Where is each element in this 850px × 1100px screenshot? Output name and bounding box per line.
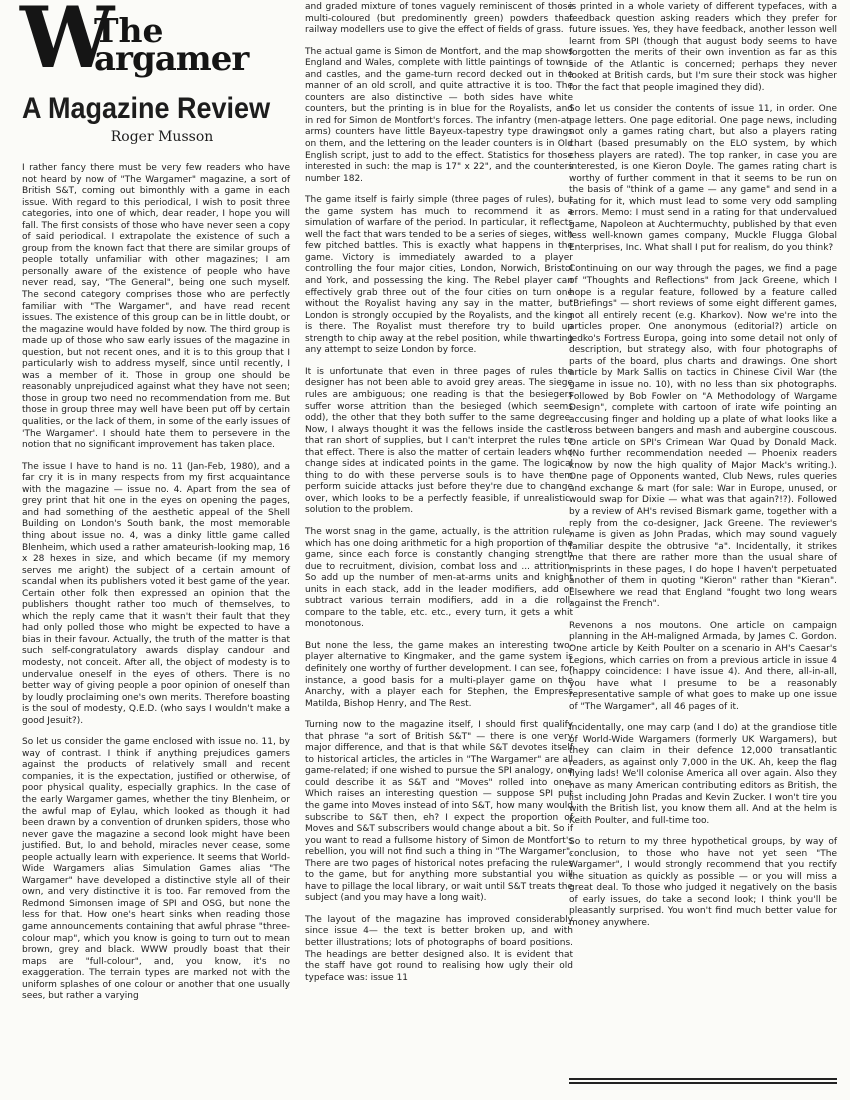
paragraph: The actual game is Simon de Montfort, and the map shows England and Wales, complete with little paintings of towns and castles, and the game-turn record decked out in the manner of an old scroll, and quite attractive it is too. The counters are also distinctive — both sides have white counters, but the printing is in blue for the Royalists, and in red for Simon de Montfort's forces. The infantry (men-at-arms) counters have little Bayeux-tapestry type drawings on them, and the lettering on the leader counters is in Old English script, just to add to the effect. Statistics for those interested in such: the map is 17" x 22", and the counters number 182. [305, 46, 573, 184]
paragraph: is printed in a whole variety of different typefaces, with a feedback question asking readers which they prefer for future issues. Yes, they have feedback, another lesson well learnt from SPI (though that august body seems to have forgotten the merits of their own invention as far as this side of the Atlantic is concerned; perhaps they never looked at British cards, but I'm sure their stock was higher for the fact that people imagined they did). [569, 2, 837, 93]
masthead-initial: W [20, 0, 111, 87]
paragraph: The game itself is fairly simple (three pages of rules), but the game system has much to recommend it as a simulation of warfare of the period. In particular, it reflects well the fact that wars tended to be a series of sieges, with few pitched battles. This is exactly what happens in the game. Victory is immediately awarded to a player controlling the four major cities, London, Norwich, Bristol and York, and possessing the king. The Rebel player can effectively grab three out of the four cities on turn one without the Royalist having any say in the matter, but London is strongly occupied by the Royalists, and the king is there. The Royalist must therefore try to build up strength to chip away at the rebel position, while thwarting any attempt to seize London by force. [305, 195, 573, 356]
paragraph: The layout of the magazine has improved considerably since issue 4— the text is better broken up, and with better illustrations; lots of photographs of board positions. The headings are better designed also. It is evident that the staff have got round to realising how ugly their old typeface was: issue 11 [305, 914, 573, 983]
masthead-the: The [94, 11, 164, 50]
paragraph: I rather fancy there must be very few readers who have not heard by now of "The Wargamer" magazine, a sort of British S&T, coming out bimonthly with a game in each issue. With regard to this periodical, I wish to posit three categories, into one of which, dear reader, I hope you will fall. The first consists of those who have never seen a copy of said periodical. I extrapolate the existence of such a group from the known fact that there are similar groups of people totally unfamiliar with other magazines; I am personally aware of the existence of people who have never read, say, "The General", being one such myself. The second category comprises those who are perfectly familiar with "The Wargamer", and have read recent issues. The existence of this group can be in little doubt, or the magazine would have folded by now. The third group is made up of those who saw early issues of the magazine in question, but not recent ones, and it is to this group that I particularly wish to address myself, since until recently, I was a member of it. Those in group one should be reasonably unprejudiced against what they have not seen; those in group two need no recommendation from me. But those in group three may well have been put off by certain qualities, or the lack of them, in some of the early issues of 'The Wargamer'. I should hate them to persevere in the notion that no significant improvement has taken place. [22, 163, 290, 451]
paragraph: It is unfortunate that even in three pages of rules the designer has not been able to avoid grey areas. The siege rules are ambiguous; one reading is that the besiegers suffer worse attrition than the besieged (which seems odd), the other that they both suffer to the same degree. Now, I always thought it was the fellows inside the castle that ran short of supplies, but I can't interpret the rules to that effect. There is also the matter of certain leaders who change sides at indicated points in the game. The logical thing to do with these perverse souls is to have them perform suicide attacks just before they're due to change over, which looks to be a perfectly feasible, if unrealistic, solution to the problem. [305, 366, 573, 516]
paragraph: So let us consider the game enclosed with issue no. 11, by way of contrast. I think if anything prejudices gamers against the products of relatively small and recent companies, it is the expectation, justified or otherwise, of poor physical quality, especially graphics. In the case of the early Wargamer games, whether the tiny Blenheim, or the awful map of Eylau, which looked as though it had been drawn by a convention of drunken spiders, those who never gave the magazine a second look might have been justified. But, lo and behold, miracles never cease, some people actually learn with experience. It seems that World-Wide Wargamers alias Simulation Games alias "The Wargamer" have developed a distinctive style all of their own, and very distinctive it is too. Far removed from the Redmond Simonsen image of SPI and OSG, but none the less for that. How one's heart sinks when reading those game announcements containing that awful phrase "three-colour map", which you know is going to turn out to mean brown, grey and black. WWW proudly boast that their maps are "full-colour", and, you know, it's no exaggeration. The terrain types are marked not with the uniform splashes of one colour or another that one usually sees, but rather a varying [22, 737, 290, 1002]
article-author: Roger Musson [110, 129, 214, 145]
masthead-logo [20, 0, 290, 87]
end-rule [569, 1078, 837, 1086]
paragraph: The issue I have to hand is no. 11 (Jan-Feb, 1980), and a far cry it is in many respects from my first acquaintance with the magazine — issue no. 4. Apart from the sea of grey print that hit one in the eyes on opening the pages, and had something of the aesthetic appeal of the Shell Building on London's South bank, the most memorable thing about issue no. 4, was a dinky little game called Blenheim, which used a rather amateurish-looking map, 16 x 28 hexes in size, and which became (if my memory serves me aright) the subject of a certain amount of scandal when its publishers voted it best game of the year. Certain other folk then expressed an opinion that the publishers thought rather too much of themselves, to which the reply came that it wasn't their fault that they had only polled those who might be expected to have a bias in their favour. Actually, the truth of the matter is that such self-congratulatory awards display candour and modesty, not conceit. After all, the object of modesty is to undervalue oneself in the eyes of others. There is no better way of giving people a poor opinion of oneself than by loudly proclaiming one's own merits. Therefore boasting is the soul of modesty, Q.E.D. (who says I wouldn't make a good Jesuit?). [22, 461, 290, 726]
paragraph: Incidentally, one may carp (and I do) at the grandiose title of World-Wide Wargamers (formerly UK Wargamers), but they can claim in their defence 12,000 transatlantic readers, as against only 7,000 in the UK. Ah, keep the flag flying lads! We'll colonise America all over again. Also they have as many American contributing editors as British, the list including John Pradas and Kevin Zucker. I won't tire you with the British list, you know them all. And at the helm is Keith Poulter, and full-time too. [569, 723, 837, 826]
column-middle [305, 2, 573, 994]
article-headline: A Magazine Review [22, 92, 271, 125]
paragraph: and graded mixture of tones vaguely reminiscent of those multi-coloured (but predominently green) powders that railway modellers use to give the effect of fields of grass. [305, 2, 573, 36]
rule-line [569, 1082, 837, 1084]
column-left [22, 163, 290, 1013]
masthead-rest: argamer [94, 39, 249, 79]
paragraph: Revenons a nos moutons. One article on campaign planning in the AH-maligned Armada, by James C. Gordon. One article by Keith Poulter on a scenario in AH's Caesar's Legions, which carries on from a previous article in issue 4 (happy coincidence: I have issue 4). And there, all-in-all, you have what I presume to be a reasonably representative sample of what goes to make up one issue of "The Wargamer", all 46 pages of it. [569, 620, 837, 712]
paragraph: Continuing on our way through the pages, we find a page of "Thoughts and Reflections" from Jack Greene, which I hope is a regular feature, followed by a feature called "Briefings" — short reviews of some eight different games, not all entirely recent (e.g. Kharkov). Now we're into the articles proper. One anonymous (editorial?) article on Jedko's Fortress Europa, going into some detail not only of description, but strategy also, with four photographs of parts of the board, plus charts and drawings. One short article by Mark Sallis on tactics in Chinese Civil War (the game in issue no. 10), with no less than six photographs. Followed by Bob Fowler on "A Methodology of Wargame Design", complete with cartoon of irate wife pointing an accusing finger and holding up a plate of what looks like a cross between bangers and mash and aubergine couscous. One article on SPI's Crimean War Quad by Donald Mack. (No further recommendation needed — Phoenix readers know by now the high quality of Major Mack's writing.). One page of Opponents wanted, Club News, rules queries and exchange & mart (for sale: War in Europe, unused, or would swap for Dixie — what was that again?!?). Followed by a review of AH's revised Bismark game, together with a reply from the co-designer, Jack Greene. The reviewer's name is given as John Pradas, which may sound vaguely familiar despite the obtrusive "a". Incidentally, it strikes me that there are rather more than the usual share of misprints in these pages, I do hope I haven't perpetuated another of them in quoting "Kieron" rather than "Kieran". Elsewhere we read that England "fought two long wears against the French". [569, 264, 837, 610]
paragraph: So let us consider the contents of issue 11, in order. One page letters. One page editorial. One page news, including not only a games rating chart, but also a players rating chart (based presumably on the ELO system, by which chess players are rated). The top ranker, in case you are interested, is one Kieron Doyle. The games rating chart is worthy of further comment in that it seems to be run on the basis of "think of a game — any game" and send in a rating for it, which must lead to some very odd sampling errors. Memo: I must send in a rating for that undervalued game, Napoleon at Auchtermuchty, published by that even less well-known games company, Muckle Flugga Global Enterprises, Inc. What shall I put for realism, do you think? [569, 104, 837, 253]
rule-line [569, 1078, 837, 1080]
paragraph: Turning now to the magazine itself, I should first qualify that phrase "a sort of British S&T" — there is one very major difference, and that is that while S&T devotes itself to historical articles, the articles in "The Wargamer" are all game-related; if one wished to pursue the SPI analogy, one could describe it as S&T and "Moves" rolled into one. Which raises an interesting question — suppose SPI put the game into Moves instead of into S&T, how many would subscribe to S&T then, eh? I expect the proportion of Moves and S&T subscribers would change about a bit. So if you want to read a fullsome history of Simon de Montfort's rebellion, you will not find such a thing in "The Wargamer". There are two pages of historical notes prefacing the rules to the game, but for anything more substantial you will have to pillage the local library, or wait until S&T treats the subject (and you may have a long wait). [305, 720, 573, 904]
paragraph: The worst snag in the game, actually, is the attrition rule, which has one doing arithmetic for a high proportion of the game, since each force is constantly changing strength due to recruitment, division, combat loss and ... attrition. So add up the number of men-at-arms units and knight units in each stack, add in the leader modifiers, add or subtract various terrain modifiers, add in a die roll, compare to the table, etc. etc., every turn, it gets a whit monotonous. [305, 526, 573, 630]
column-right [569, 2, 837, 940]
paragraph: So to return to my three hypothetical groups, by way of conclusion, to those who have not yet seen "The Wargamer", I would strongly recommend that you rectify the situation as quickly as possible — or you will miss a great deal. To those who judged it negatively on the basis of early issues, do take a second look; I think you'll be pleasantly surprised. You won't find much better value for money anywhere. [569, 837, 837, 929]
paragraph: But none the less, the game makes an interesting two-player alternative to Kingmaker, and the game system is definitely one worthy of further development. I can see, for instance, a good basis for a multi-player game on the Anarchy, with a player each for Stephen, the Empress Matilda, Bishop Henry, and The Rest. [305, 640, 573, 709]
